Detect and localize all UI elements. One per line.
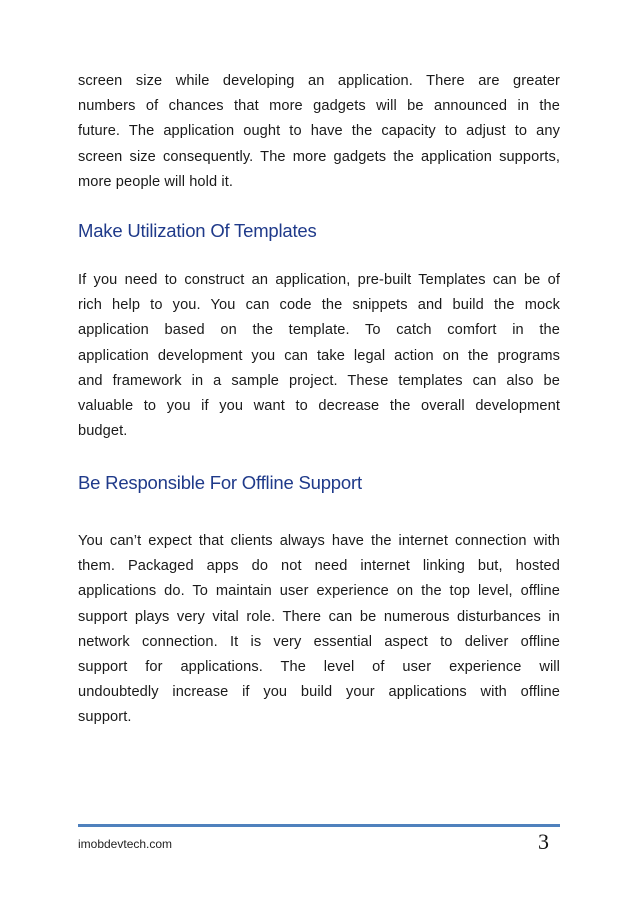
text-line: network connection. It is very essential aspect to deliver offline xyxy=(78,633,560,650)
section-heading-offline-support: Be Responsible For Offline Support xyxy=(78,472,362,493)
text-line: applications do. To maintain user experience on the top level, offline xyxy=(78,583,560,600)
text-line: screen size consequently. The more gadgets the application supports, xyxy=(78,148,560,165)
text-line: future. The application ought to have the capacity to adjust to any xyxy=(78,123,560,140)
text-line: budget. xyxy=(78,423,128,440)
text-line: valuable to you if you want to decrease the overall development xyxy=(78,398,560,415)
section-heading-templates: Make Utilization Of Templates xyxy=(78,220,317,241)
text-line: support for applications. The level of user experience will xyxy=(78,659,560,676)
text-line: application development you can take legal action on the programs xyxy=(78,347,560,364)
footer-divider xyxy=(78,824,560,827)
text-line: support plays very vital role. There can be numerous disturbances in xyxy=(78,608,560,625)
text-line: and framework in a sample project. These templates can also be xyxy=(78,372,560,389)
text-line: support. xyxy=(78,709,132,726)
text-line: rich help to you. You can code the snippets and build the mock xyxy=(78,297,560,314)
text-line: them. Packaged apps do not need internet linking but, hosted xyxy=(78,558,560,575)
text-line: If you need to construct an application, pre-built Templates can be of xyxy=(78,272,560,288)
text-line: numbers of chances that more gadgets will be announced in the xyxy=(78,98,560,115)
paragraph-templates xyxy=(78,268,560,444)
text-line: You can’t expect that clients always have the internet connection with xyxy=(78,533,560,549)
footer-website: imobdevtech.com xyxy=(78,837,173,851)
page-number: 3 xyxy=(538,829,549,854)
paragraph-intro xyxy=(78,69,560,195)
text-line: undoubtedly increase if you build your applications with offline xyxy=(78,684,560,701)
body-text xyxy=(78,69,560,195)
text-line: application based on the template. To catch comfort in the xyxy=(78,322,560,339)
text-line: screen size while developing an application. There are greater xyxy=(78,73,560,89)
paragraph-offline-support xyxy=(78,529,560,731)
text-line: more people will hold it. xyxy=(78,173,234,190)
